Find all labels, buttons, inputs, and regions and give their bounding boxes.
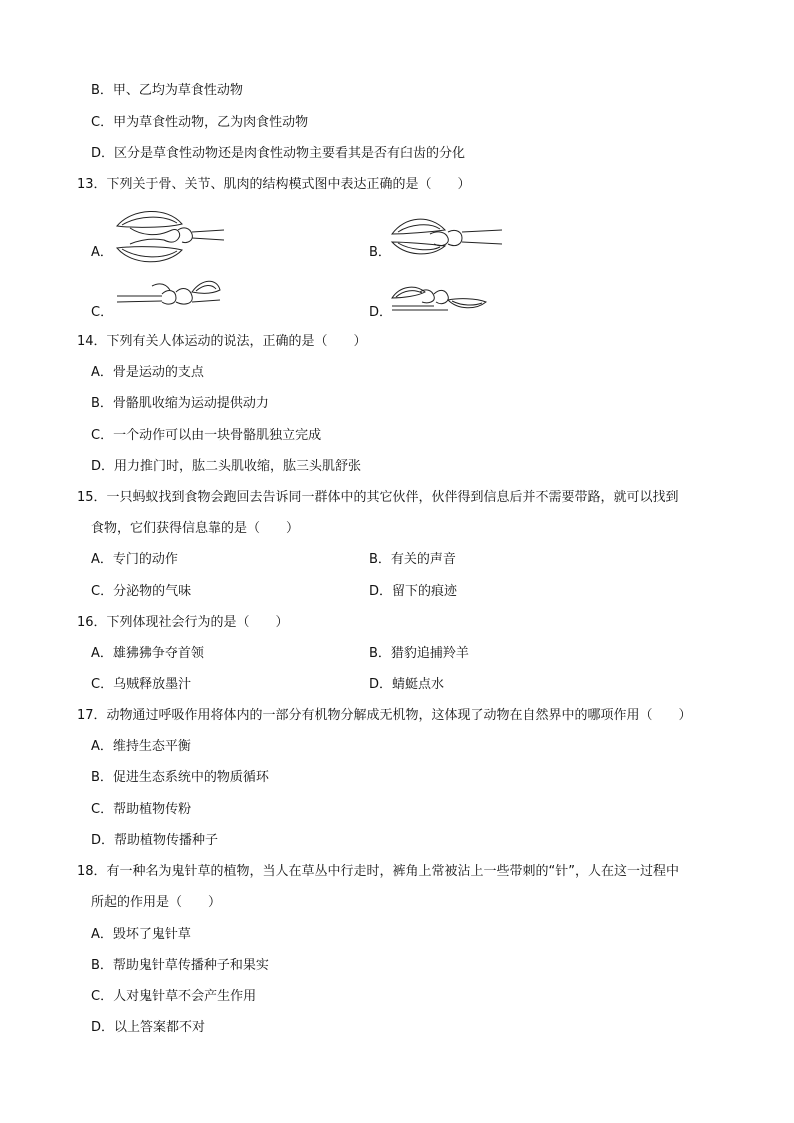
q16-stem: 16．下列体现社会行为的是（ ）: [77, 615, 289, 630]
q17-option-b: B．促进生态系统中的物质循环: [91, 770, 269, 785]
q18-stem-line1: 18．有一种名为鬼针草的植物，当人在草丛中行走时，裤角上常被沾上一些带刺的“针”，人在这一过程中: [77, 864, 680, 879]
q12-option-b: B．甲、乙均为草食性动物: [91, 83, 243, 98]
q14-option-c: C．一个动作可以由一块骨骼肌独立完成: [91, 428, 322, 443]
q13-stem: 13．下列关于骨、关节、肌肉的结构模式图中表达正确的是（ ）: [77, 177, 471, 192]
q17-option-a: A．维持生态平衡: [91, 739, 191, 754]
q13-figure-a: [112, 206, 227, 266]
q13-figure-c: [112, 272, 227, 312]
q17-stem: 17．动物通过呼吸作用将体内的一部分有机物分解成无机物，这体现了动物在自然界中的哪项作用（ ）: [77, 708, 692, 723]
q16-option-d: D．蜻蜓点水: [369, 677, 445, 692]
q18-option-b: B．帮助鬼针草传播种子和果实: [91, 958, 269, 973]
q15-option-d: D．留下的痕迹: [369, 584, 458, 599]
q15-stem-line1: 15．一只蚂蚁找到食物会跑回去告诉同一群体中的其它伙伴，伙伴得到信息后并不需要带路，就可以找到: [77, 490, 679, 505]
q15-option-a: A．专门的动作: [91, 552, 178, 567]
q13-figure-d: [390, 276, 490, 314]
q13-option-b-label: B．: [369, 245, 391, 260]
q16-option-c: C．乌贼释放墨汁: [91, 677, 192, 692]
q18-option-d: D．以上答案都不对: [91, 1020, 206, 1035]
q16-option-b: B．猎豹追捕羚羊: [369, 646, 469, 661]
q15-option-c: C．分泌物的气味: [91, 584, 192, 599]
q13-option-c-label: C．: [91, 305, 114, 320]
q14-option-d: D．用力推门时，肱二头肌收缩，肱三头肌舒张: [91, 459, 362, 474]
q13-option-a-label: A．: [91, 245, 113, 260]
q18-option-c: C．人对鬼针草不会产生作用: [91, 989, 257, 1004]
q14-option-b: B．骨骼肌收缩为运动提供动力: [91, 396, 269, 411]
q17-option-d: D．帮助植物传播种子: [91, 833, 219, 848]
q14-stem: 14．下列有关人体运动的说法，正确的是（ ）: [77, 334, 367, 349]
q14-option-a: A．骨是运动的支点: [91, 365, 204, 380]
q13-option-d-label: D．: [369, 305, 393, 320]
q13-figure-b: [390, 212, 505, 262]
q12-option-d: D．区分是草食性动物还是肉食性动物主要看其是否有臼齿的分化: [91, 146, 466, 161]
q18-stem-line2: 所起的作用是（ ）: [91, 895, 222, 910]
q18-option-a: A．毁坏了鬼针草: [91, 927, 191, 942]
q12-option-c: C．甲为草食性动物，乙为肉食性动物: [91, 115, 309, 130]
q16-option-a: A．雄狒狒争夺首领: [91, 646, 204, 661]
q15-option-b: B．有关的声音: [369, 552, 456, 567]
q17-option-c: C．帮助植物传粉: [91, 802, 192, 817]
q15-stem-line2: 食物，它们获得信息靠的是（ ）: [91, 521, 300, 536]
